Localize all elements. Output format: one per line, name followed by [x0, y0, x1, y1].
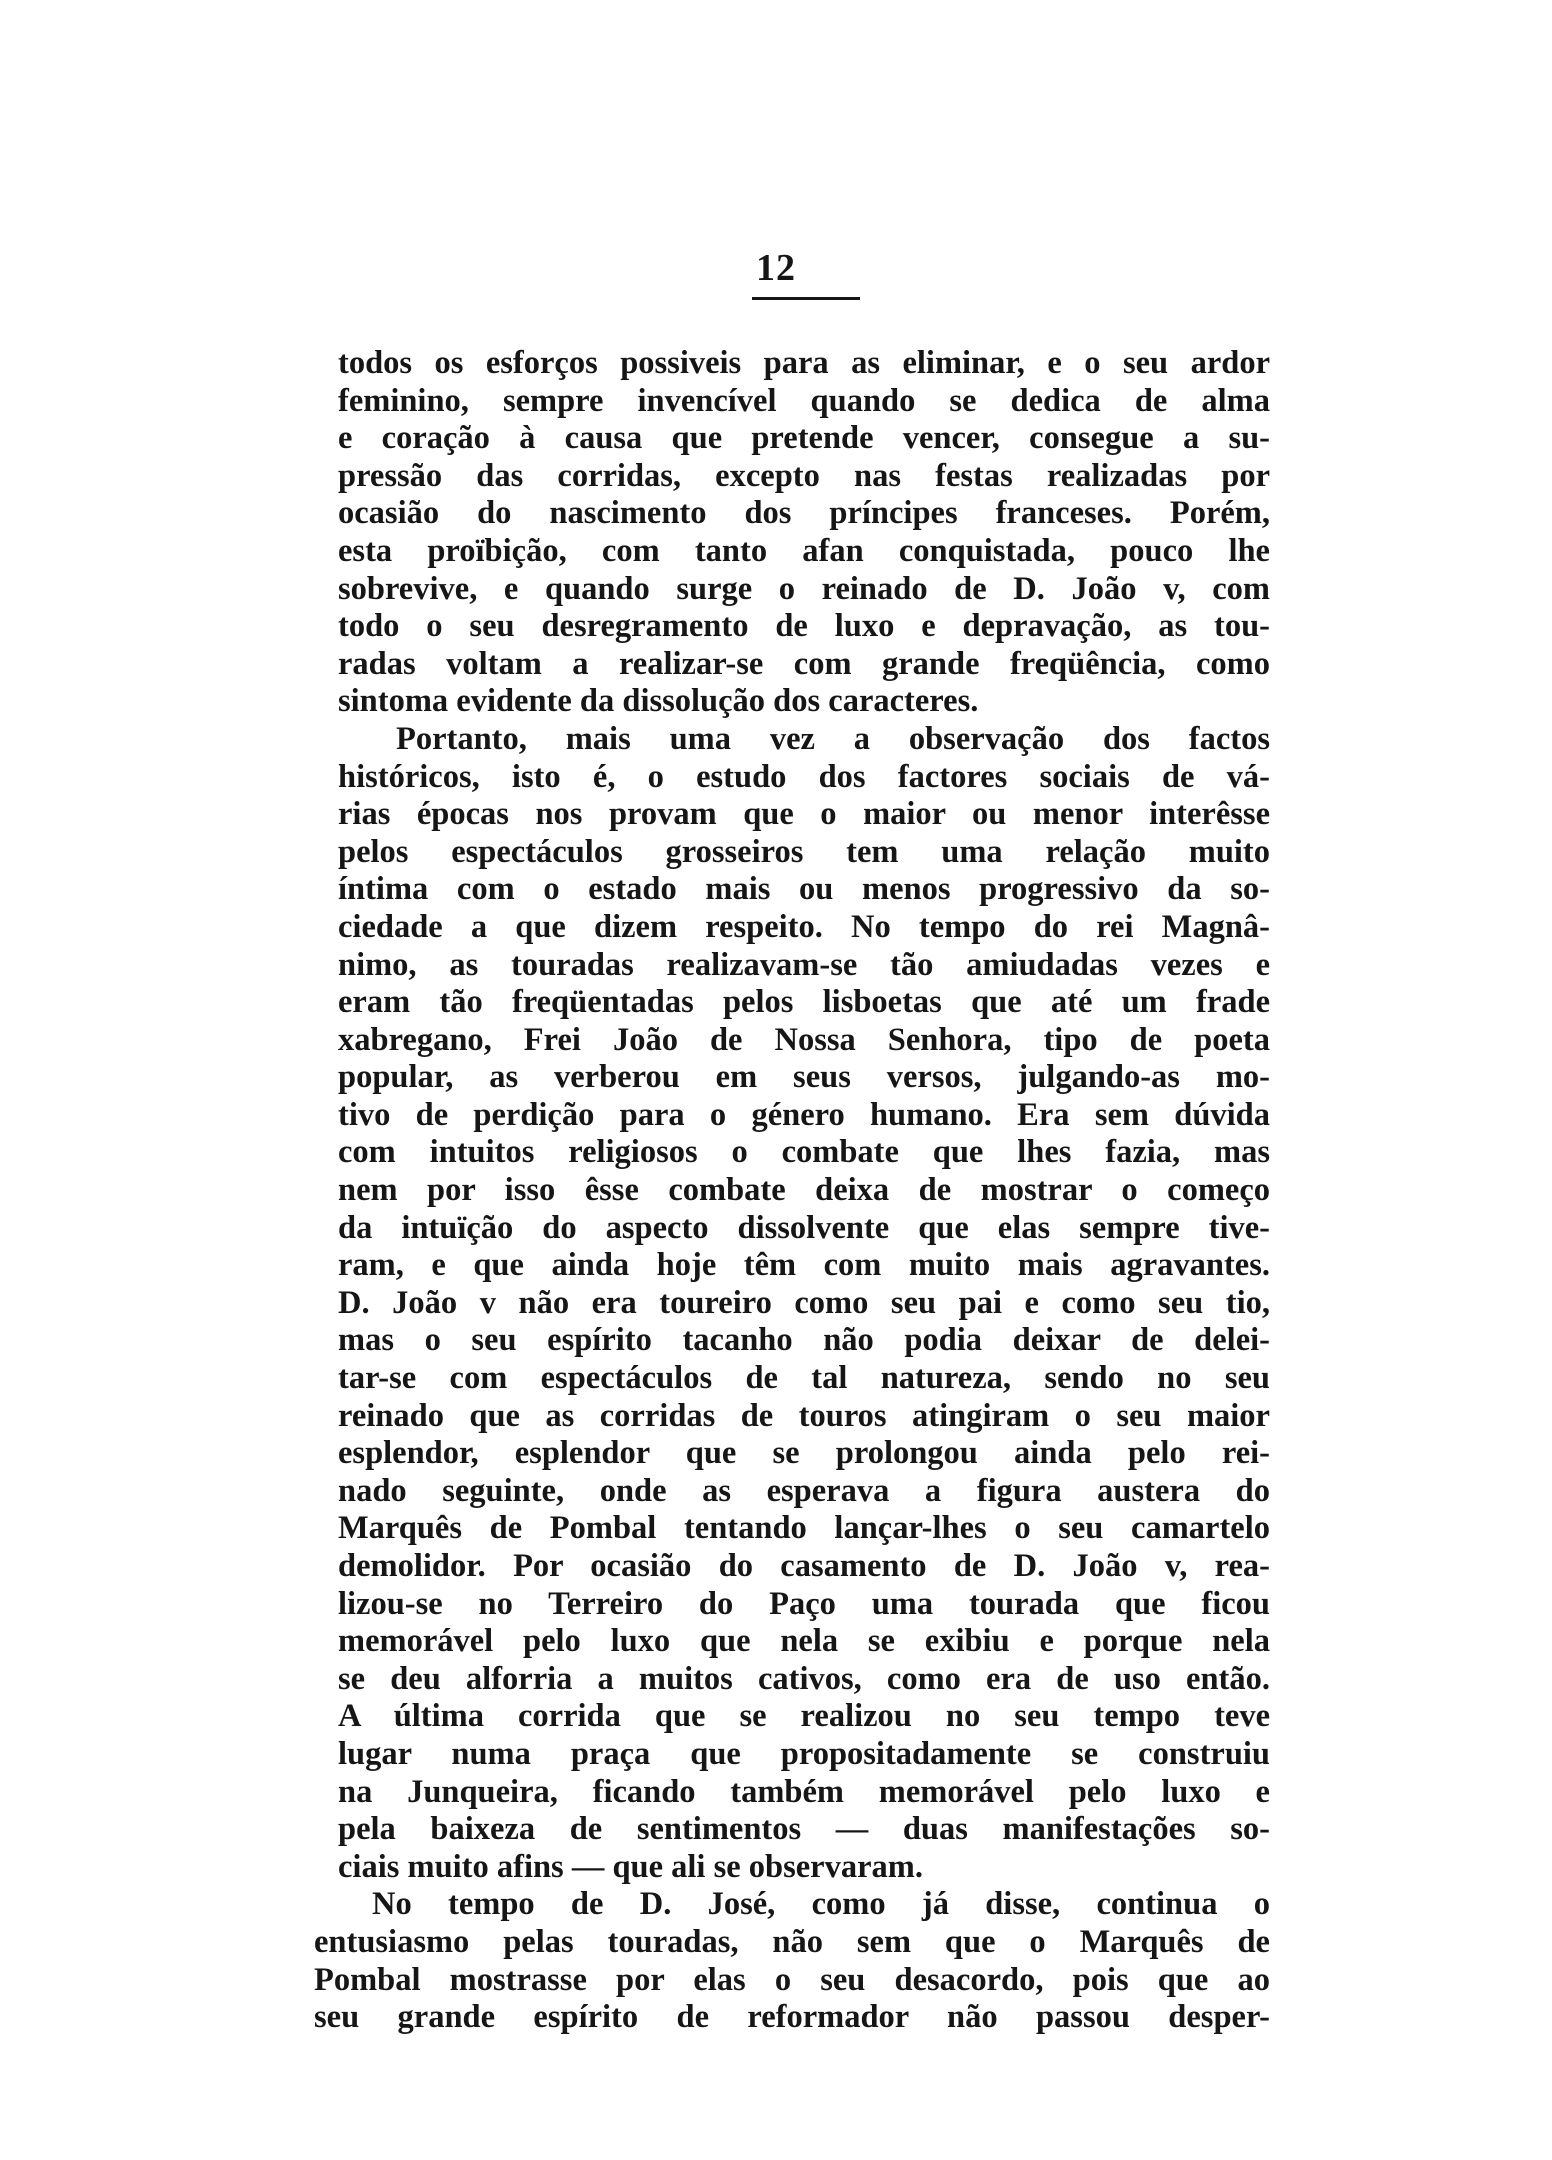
text-line: históricos, isto é, o estudo dos factores sociais de vá-	[338, 758, 1270, 795]
text-line: A última corrida que se realizou no seu tempo teve	[338, 1698, 1270, 1735]
text-line: íntima com o estado mais ou menos progressivo da so-	[338, 871, 1270, 908]
text-line: ocasião do nascimento dos príncipes franceses. Porém,	[338, 495, 1270, 532]
text-line: nado seguinte, onde as esperava a figura austera do	[338, 1472, 1270, 1509]
paragraph-3	[314, 1886, 1270, 2036]
text-line: ciais muito afins — que ali se observaram.	[338, 1848, 923, 1885]
text-line: na Junqueira, ficando também memorável pelo luxo e	[338, 1773, 1270, 1810]
text-line: rias épocas nos provam que o maior ou menor interêsse	[338, 796, 1270, 833]
text-line: xabregano, Frei João de Nossa Senhora, tipo de poeta	[338, 1021, 1270, 1058]
text-line: reinado que as corridas de touros atingiram o seu maior	[338, 1397, 1270, 1434]
text-line: ram, e que ainda hoje têm com muito mais agravantes.	[338, 1247, 1270, 1284]
text-line: pressão das corridas, excepto nas festas realizadas por	[338, 457, 1270, 494]
paragraph-1	[338, 345, 1270, 721]
text-line: eram tão freqüentadas pelos lisboetas que até um frade	[338, 984, 1270, 1021]
text-line: lizou-se no Terreiro do Paço uma tourada que ficou	[338, 1585, 1270, 1622]
text-line: demolidor. Por ocasião do casamento de D. João v, rea-	[338, 1548, 1270, 1584]
text-line: da intuïção do aspecto dissolvente que elas sempre tive-	[338, 1209, 1270, 1246]
text-line: ciedade a que dizem respeito. No tempo do rei Magnâ-	[338, 908, 1270, 945]
text-line: lugar numa praça que propositadamente se construiu	[338, 1735, 1270, 1772]
text-line: tivo de perdição para o género humano. Era sem dúvida	[338, 1096, 1270, 1133]
text-line: radas voltam a realizar-se com grande freqüência, como	[338, 645, 1270, 682]
text-line: esta proïbição, com tanto afan conquistada, pouco lhe	[338, 532, 1270, 569]
text-line: pelos espectáculos grosseiros tem uma relação muito	[338, 833, 1270, 870]
text-line: todo o seu desregramento de luxo e depravação, as tou-	[338, 608, 1270, 645]
text-line: Marquês de Pombal tentando lançar-lhes o seu camartelo	[338, 1510, 1270, 1547]
text-line: todos os esforços possiveis para as eliminar, e o seu ardor	[338, 345, 1270, 381]
text-line: pela baixeza de sentimentos — duas manifestações so-	[338, 1811, 1270, 1848]
text-line: Portanto, mais uma vez a observação dos factos	[396, 720, 1270, 757]
text-line: Pombal mostrasse por elas o seu desacordo, pois que ao	[314, 1961, 1270, 1998]
text-line: nimo, as touradas realizavam-se tão amiudadas vezes e	[338, 946, 1270, 983]
text-line: popular, as verberou em seus versos, julgando-as mo-	[338, 1059, 1270, 1096]
page-number-rule	[752, 297, 860, 300]
text-line: mas o seu espírito tacanho não podia deixar de delei-	[338, 1322, 1270, 1359]
text-line: nem por isso êsse combate deixa de mostrar o começo	[338, 1172, 1270, 1209]
body-text	[314, 345, 1270, 2037]
text-line: D. João v não era toureiro como seu pai e como seu tio,	[338, 1284, 1270, 1321]
text-line: tar-se com espectáculos de tal natureza, sendo no seu	[338, 1360, 1270, 1397]
text-line: seu grande espírito de reformador não passou desper-	[314, 1999, 1270, 2036]
text-line: e coração à causa que pretende vencer, consegue a su-	[338, 420, 1270, 457]
text-line: memorável pelo luxo que nela se exibiu e porque nela	[338, 1623, 1270, 1660]
page-number: 12	[756, 247, 796, 289]
text-line: sintoma evidente da dissolução dos caracteres.	[338, 683, 979, 720]
text-line: No tempo de D. José, como já disse, continua o	[372, 1886, 1270, 1923]
text-line: se deu alforria a muitos cativos, como era de uso então.	[338, 1660, 1270, 1697]
text-line: com intuitos religiosos o combate que lhes fazia, mas	[338, 1134, 1270, 1171]
text-line: feminino, sempre invencível quando se dedica de alma	[338, 382, 1270, 419]
text-line: sobrevive, e quando surge o reinado de D. João v, com	[338, 570, 1270, 607]
paragraph-2	[338, 721, 1270, 1886]
text-line: entusiasmo pelas touradas, não sem que o Marquês de	[314, 1923, 1270, 1960]
text-line: esplendor, esplendor que se prolongou ainda pelo rei-	[338, 1435, 1270, 1472]
